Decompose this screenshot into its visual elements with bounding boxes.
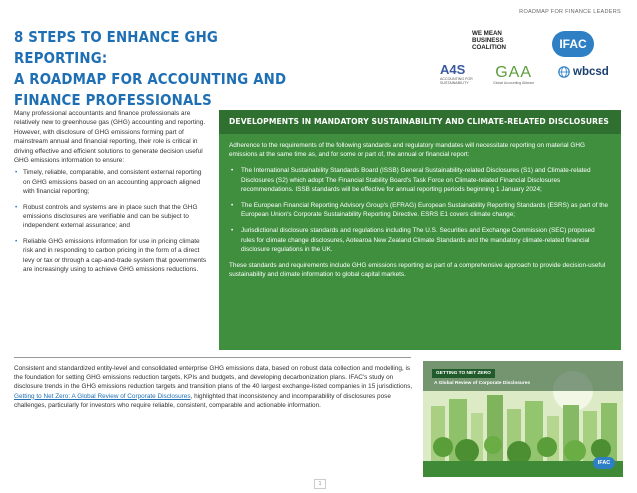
title-line-1: 8 STEPS TO ENHANCE GHG REPORTING: (14, 28, 219, 67)
developments-body (219, 134, 621, 279)
ifac-logo: IFAC (552, 31, 594, 57)
wbcsd-logo: wbcsd (558, 66, 609, 78)
developments-box (219, 110, 621, 350)
intro-paragraph: Many professional accountants and finance professionals are relatively new to greenhouse gas (GHG) accounting and reporting. However, with disclosure of GHG emissions forming part of mainstream annual and financial reporting, their role is critical in driving effective and efficient solutions to generate decision useful GHG emissions information to ensure: (14, 110, 206, 165)
bottom-section (14, 364, 414, 410)
page-title (14, 27, 298, 111)
cover-title: A Global Review of Corporate Disclosures (434, 381, 531, 386)
partner-logos (440, 26, 630, 96)
cover-ifac-logo: IFAC (593, 457, 615, 469)
developments-lead: Adherence to the requirements of the following standards and regulatory mandates will necessitate reporting on material GHG emissions at the same time as, and for some or part of, the annual or financial report: (229, 142, 585, 159)
title-line-2: A ROADMAP FOR ACCOUNTING AND (14, 70, 287, 88)
intro-bullet: • Timely, reliable, comparable, and consistent external reporting on GHG emissions based on an accounting approach aligned with financial reporting; (14, 168, 207, 196)
title-line-3: FINANCE PROFESSIONALS (14, 91, 212, 109)
net-zero-report-link[interactable]: Getting to Net Zero: A Global Review of Corporate Disclosures (14, 392, 191, 400)
developments-bullet: • Jurisdictional disclosure standards and regulations including The U.S. Securities and Exchange Commission (SEC) proposed rules for climate change disclosures, Aotearoa New Zealand Climate Standards and the mandatory climate-related financial disclosure regulations in the UK. (229, 226, 609, 254)
wbcsd-globe-icon (558, 66, 570, 78)
intro-bullet: • Robust controls and systems are in place such that the GHG emissions disclosures are verifiable and can be subject to independent external assurance; and (14, 203, 207, 231)
header-label: ROADMAP FOR FINANCE LEADERS (519, 9, 621, 15)
a4s-logo: A4S ACCOUNTING FOR SUSTAINABILITY (440, 62, 473, 85)
report-cover-image[interactable] (423, 361, 623, 477)
intro-bullet: • Reliable GHG emissions information for use in pricing climate risk and in responding to carbon pricing in the form of a direct levy or tax or through a cap-and-trade system that governments are increasingly using to achieve GHG emissions reductions. (14, 237, 207, 275)
developments-heading: DEVELOPMENTS IN MANDATORY SUSTAINABILITY AND CLIMATE-RELATED DISCLOSURES (219, 110, 621, 134)
page-number: 1 (314, 479, 326, 489)
we-mean-business-logo: WE MEAN BUSINESS COALITION (472, 30, 507, 51)
intro-section (14, 109, 207, 281)
cover-tag: GETTING TO NET ZERO (432, 369, 495, 378)
gaa-logo: GAA Global Accounting Alliance (493, 64, 535, 85)
intro-bullet-list (14, 168, 207, 274)
bottom-paragraph: Consistent and standardized entity-level and consolidated enterprise GHG emissions data, based on robust data collection and modelling, is the foundation for setting GHG emissions reduction targets, KPIs and budgets, and developing decarbonization plans. IFAC's study on disclosure trends in the GHG emissions reduction targets and transition plans of the 40 largest exchange-listed companies in 15 jurisdictions, Getting to Net Zero: A Global Review of Corporate Disclosures, highlighted that inconsistency and incomparability of disclosures pose challenges, particularly for investors who require reliable, consistent, comparable and actionable information. (14, 365, 413, 409)
developments-closing: These standards and requirements include GHG emissions reporting as part of a comprehensive approach to provide decision-useful sustainability and climate information to global capital markets. (229, 262, 606, 279)
developments-bullet: • The European Financial Reporting Advisory Group's (EFRAG) European Sustainability Reporting Standards (ESRS) as part of the European Union's Corporate Sustainability Reporting Directive. ESRS E1 covers climate change; (229, 201, 609, 219)
developments-bullet: • The International Sustainability Standards Board (ISSB) General Sustainability-related Disclosures (S1) and Climate-related Disclosures (S2) which adopt The Financial Stability Board's Task Force on Climate-related Financial Disclosures recommendations. ISSB standards will be effective for annual reporting periods beginning 1 January 2024; (229, 166, 609, 194)
developments-bullet-list (229, 166, 609, 254)
section-divider (14, 357, 411, 358)
